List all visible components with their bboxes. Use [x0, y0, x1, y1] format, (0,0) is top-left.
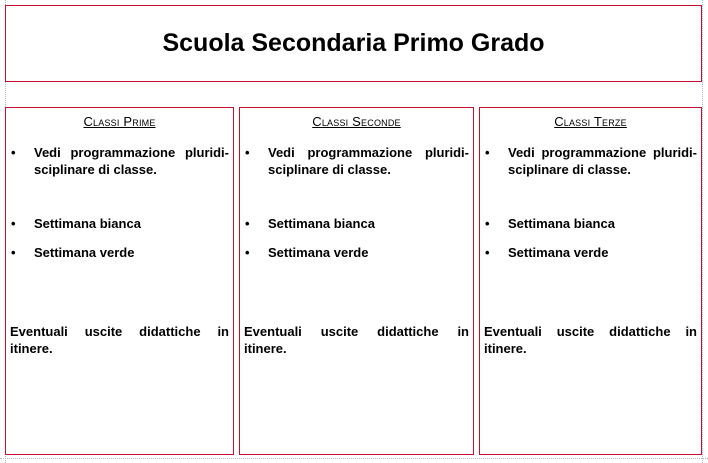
list-item: [480, 244, 701, 261]
column-heading: Classi Terze: [554, 114, 627, 129]
page-title: Scuola Secondaria Primo Grado: [162, 29, 545, 57]
outings-note: Eventuali uscite didattiche in itinere.: [484, 324, 697, 356]
bullet-icon: •: [11, 216, 16, 231]
bullet-icon: •: [245, 216, 250, 231]
item-list: [480, 144, 701, 261]
list-item: [480, 144, 701, 178]
bullet-icon: •: [485, 145, 490, 160]
page-margin-guide-right: [702, 0, 703, 463]
item-list: [6, 144, 233, 261]
bullet-icon: •: [11, 245, 16, 260]
list-item-text: Settimana bianca: [34, 216, 141, 231]
list-item: [240, 244, 473, 261]
bullet-icon: •: [245, 245, 250, 260]
list-item-text: Vedi programmazione pluridi-sciplinare di classe.: [268, 145, 469, 177]
list-item-text: Vedi programmazione pluridi-sciplinare di classe.: [508, 145, 697, 177]
outings-note: Eventuali uscite didattiche in itinere.: [10, 324, 229, 356]
list-item: [6, 144, 233, 178]
list-item-text: Settimana bianca: [508, 216, 615, 231]
list-item-text: Settimana verde: [34, 245, 135, 260]
list-item: [6, 215, 233, 232]
bullet-icon: •: [245, 145, 250, 160]
column-classi-prime: [5, 107, 234, 455]
list-item: [240, 144, 473, 178]
bullet-icon: •: [485, 216, 490, 231]
outings-note: Eventuali uscite didattiche in itinere.: [244, 324, 469, 356]
page-margin-guide-bottom: [0, 458, 708, 459]
list-item-text: Settimana verde: [268, 245, 369, 260]
list-item: [480, 215, 701, 232]
column-heading: Classi Seconde: [312, 114, 401, 129]
column-classi-terze: [479, 107, 702, 455]
item-list: [240, 144, 473, 261]
list-item: [240, 215, 473, 232]
list-item-text: Vedi programmazione pluridi-sciplinare di classe.: [34, 145, 229, 177]
title-box: [5, 5, 702, 82]
column-classi-seconde: [239, 107, 474, 455]
list-item-text: Settimana verde: [508, 245, 609, 260]
bullet-icon: •: [485, 245, 490, 260]
list-item-text: Settimana bianca: [268, 216, 375, 231]
bullet-icon: •: [11, 145, 16, 160]
list-item: [6, 244, 233, 261]
column-heading: Classi Prime: [83, 114, 156, 129]
